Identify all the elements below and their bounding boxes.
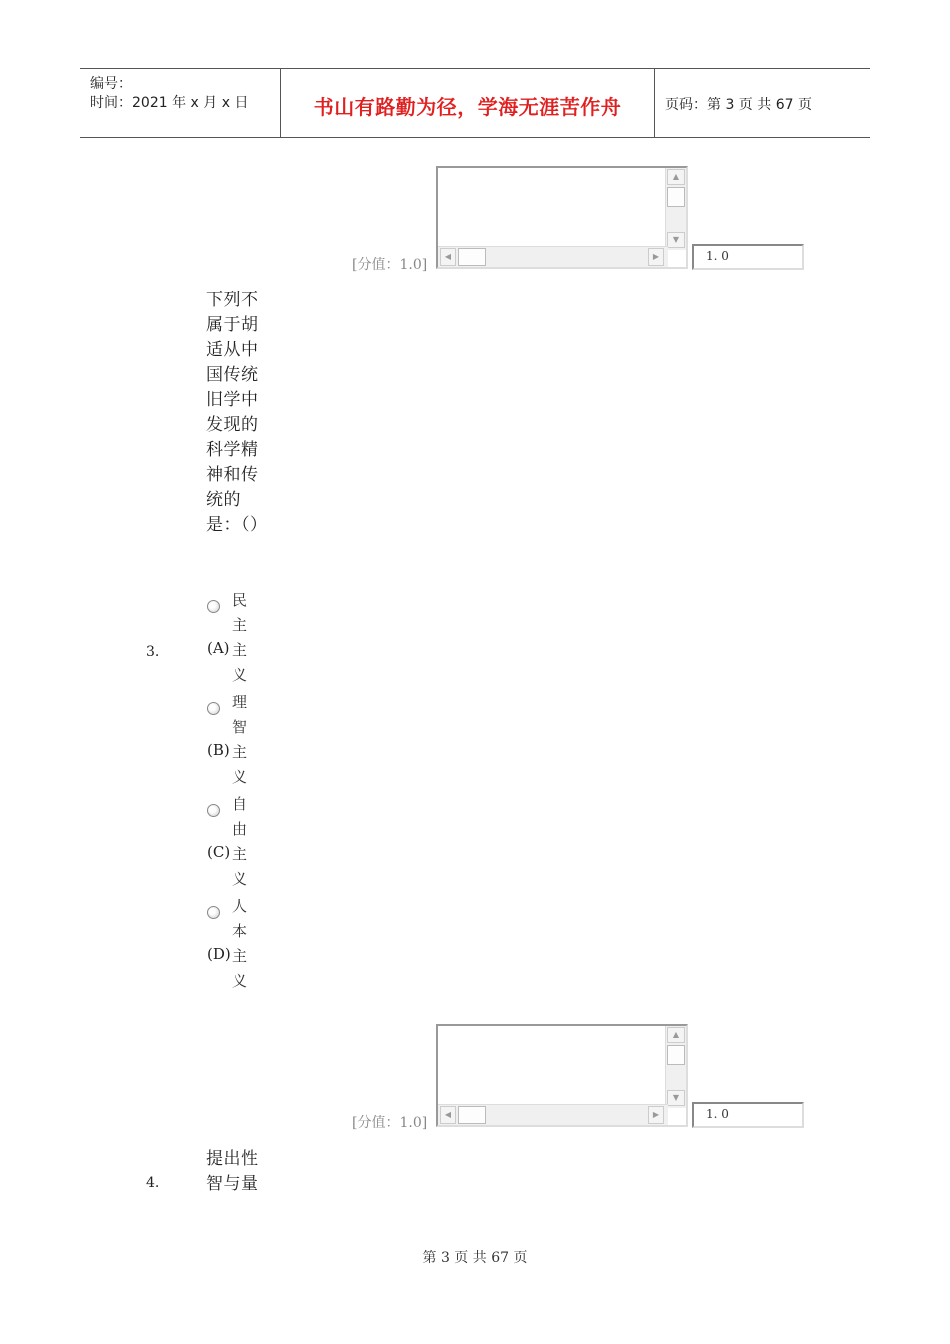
option-label: (B) [207, 741, 230, 759]
answer-widget-1 [352, 166, 822, 276]
vertical-scrollbar[interactable] [665, 1026, 686, 1108]
question-text: 提出性智与量 [206, 1149, 259, 1194]
page-info: 页码：第 3 页 共 67 页 [665, 97, 812, 113]
option-text: 民主主义 [232, 591, 248, 684]
scroll-up-icon[interactable]: ▲ [667, 169, 685, 185]
score-input[interactable]: 1. 0 [692, 1102, 804, 1128]
radio-button[interactable] [207, 702, 220, 715]
scroll-up-icon[interactable]: ▲ [667, 1027, 685, 1043]
scroll-thumb[interactable] [667, 1045, 685, 1065]
answer-textarea[interactable] [436, 1024, 688, 1127]
scroll-right-icon[interactable]: ▶ [648, 248, 664, 266]
question-text: 下列不属于胡适从中国传统旧学中发现的科学精神和传统的是：（） [206, 290, 268, 535]
answer-textarea[interactable] [436, 166, 688, 269]
option-label: (D) [207, 945, 231, 963]
scroll-right-icon[interactable]: ▶ [648, 1106, 664, 1124]
header-motto-cell [280, 69, 655, 137]
horizontal-scrollbar[interactable] [438, 246, 668, 267]
option-text: 理智主义 [232, 693, 248, 786]
scroll-down-icon[interactable]: ▼ [667, 1090, 685, 1106]
scroll-left-icon[interactable]: ◀ [440, 248, 456, 266]
option-label: (C) [207, 843, 231, 861]
question-number: 3. [146, 644, 160, 660]
header-page-cell [655, 69, 870, 137]
motto-text: 书山有路勤为径，学海无涯苦作舟 [313, 95, 622, 119]
serial-label: 编号： [90, 76, 132, 92]
option-text: 自由主义 [232, 795, 248, 888]
score-label: [分值：1.0] [352, 1115, 428, 1131]
option-d[interactable] [207, 894, 267, 994]
score-label: [分值：1.0] [352, 257, 428, 273]
score-input[interactable]: 1. 0 [692, 244, 804, 270]
option-c[interactable] [207, 792, 267, 892]
scroll-down-icon[interactable]: ▼ [667, 232, 685, 248]
option-a[interactable] [207, 588, 267, 688]
page-footer: 第 3 页 共 67 页 [422, 1250, 528, 1266]
date-label: 时间：2021 年 x 月 x 日 [90, 95, 249, 111]
horizontal-scrollbar[interactable] [438, 1104, 668, 1125]
vertical-scrollbar[interactable] [665, 168, 686, 250]
page-header [80, 68, 870, 138]
radio-button[interactable] [207, 600, 220, 613]
radio-button[interactable] [207, 804, 220, 817]
scroll-thumb-horizontal[interactable] [458, 248, 486, 266]
option-text: 人本主义 [232, 897, 248, 990]
scroll-thumb-horizontal[interactable] [458, 1106, 486, 1124]
radio-button[interactable] [207, 906, 220, 919]
scroll-left-icon[interactable]: ◀ [440, 1106, 456, 1124]
question-number: 4. [146, 1175, 160, 1191]
header-meta-cell [80, 69, 280, 137]
answer-widget-2 [352, 1024, 822, 1134]
option-label: (A) [207, 639, 230, 657]
option-b[interactable] [207, 690, 267, 790]
scroll-thumb[interactable] [667, 187, 685, 207]
